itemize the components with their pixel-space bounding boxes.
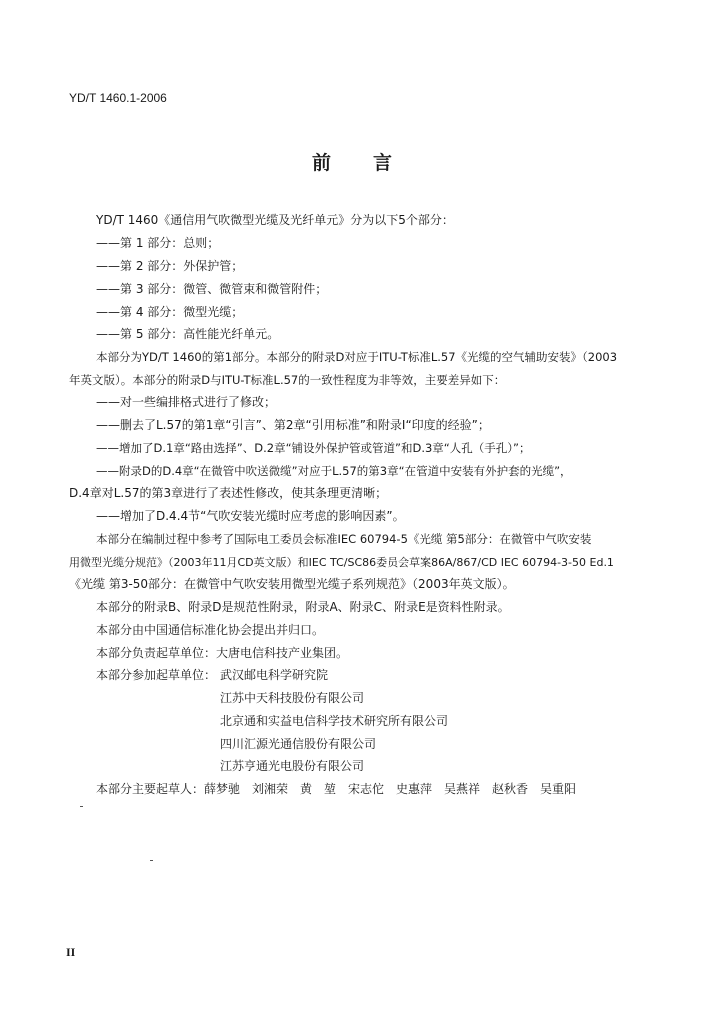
participant-org: 江苏亨通光电股份有限公司 <box>220 759 365 773</box>
scope-paragraph-line: 本部分为YD/T 1460的第1部分。本部分的附录D对应于ITU-T标准L.57《光缆的空气辅助安装》（2003 <box>96 350 618 364</box>
difference-item-continuation: D.4章对L.57的第3章进行了表述性修改，使其条理更清晰； <box>69 486 388 500</box>
difference-item: ——增加了D.1章“路由选择”、D.2章“铺设外保护管或管道”和D.3章“人孔（手孔）”； <box>96 441 531 455</box>
page-title: 前言 <box>312 152 435 174</box>
part-list-item: ——第 3 部分：微管、微管束和微管附件； <box>96 282 328 296</box>
scan-speck <box>80 806 83 807</box>
participant-org: 武汉邮电科学研究院 <box>220 668 329 682</box>
scope-paragraph-line: 年英文版）。本部分的附录D与ITU-T标准L.57的一致性程度为非等效，主要差异如下： <box>69 373 506 387</box>
part-list-item: ——第 5 部分：高性能光纤单元。 <box>96 327 280 341</box>
participant-org: 北京通和实益电信科学技术研究所有限公司 <box>220 714 449 728</box>
reference-paragraph-line: 《光缆 第3-50部分：在微管中气吹安装用微型光缆子系列规范》（2003年英文版）。 <box>69 577 515 591</box>
difference-item: ——增加了D.4.4节“气吹安装光缆时应考虑的影响因素”。 <box>96 509 405 523</box>
participant-org: 江苏中天科技股份有限公司 <box>220 691 365 705</box>
intro-paragraph: YD/T 1460《通信用气吹微型光缆及光纤单元》分为以下5个部分： <box>96 213 454 227</box>
page-number: II <box>66 945 76 959</box>
proposer-statement: 本部分由中国通信标准化协会提出并归口。 <box>96 623 325 637</box>
part-list-item: ——第 2 部分：外保护管； <box>96 259 244 273</box>
participant-org: 四川汇源光通信股份有限公司 <box>220 737 377 751</box>
scan-speck <box>150 860 153 861</box>
difference-item: ——附录D的D.4章“在微管中吹送微缆”对应于L.57的第3章“在管道中安装有外护套的光缆”， <box>96 464 572 478</box>
document-id: YD/T 1460.1-2006 <box>69 91 167 105</box>
drafters-line: 本部分主要起草人：薛梦驰 刘湘荣 黄 堃 宋志佗 史惠萍 吴燕祥 赵秋香 吴重阳 <box>96 782 577 796</box>
lead-drafter-statement: 本部分负责起草单位：大唐电信科技产业集团。 <box>96 646 349 660</box>
difference-item: ——删去了L.57的第1章“引言”、第2章“引用标准”和附录Ⅰ“印度的经验”； <box>96 418 490 432</box>
part-list-item: ——第 4 部分：微型光缆； <box>96 305 244 319</box>
reference-paragraph-line: 本部分在编制过程中参考了国际电工委员会标准IEC 60794-5《光缆 第5部分：在微管中气吹安装 <box>96 532 592 546</box>
part-list-item: ——第 1 部分：总则； <box>96 236 220 250</box>
reference-paragraph-line: 用微型光缆分规范》（2003年11月CD英文版）和IEC TC/SC86委员会草案86A/867/CD IEC 60794-3-50 Ed.1 <box>69 556 614 569</box>
annex-statement: 本部分的附录B、附录D是规范性附录，附录A、附录C、附录E是资料性附录。 <box>96 600 510 614</box>
participant-label: 本部分参加起草单位： <box>96 668 217 682</box>
difference-item: ——对一些编排格式进行了修改； <box>96 395 277 409</box>
